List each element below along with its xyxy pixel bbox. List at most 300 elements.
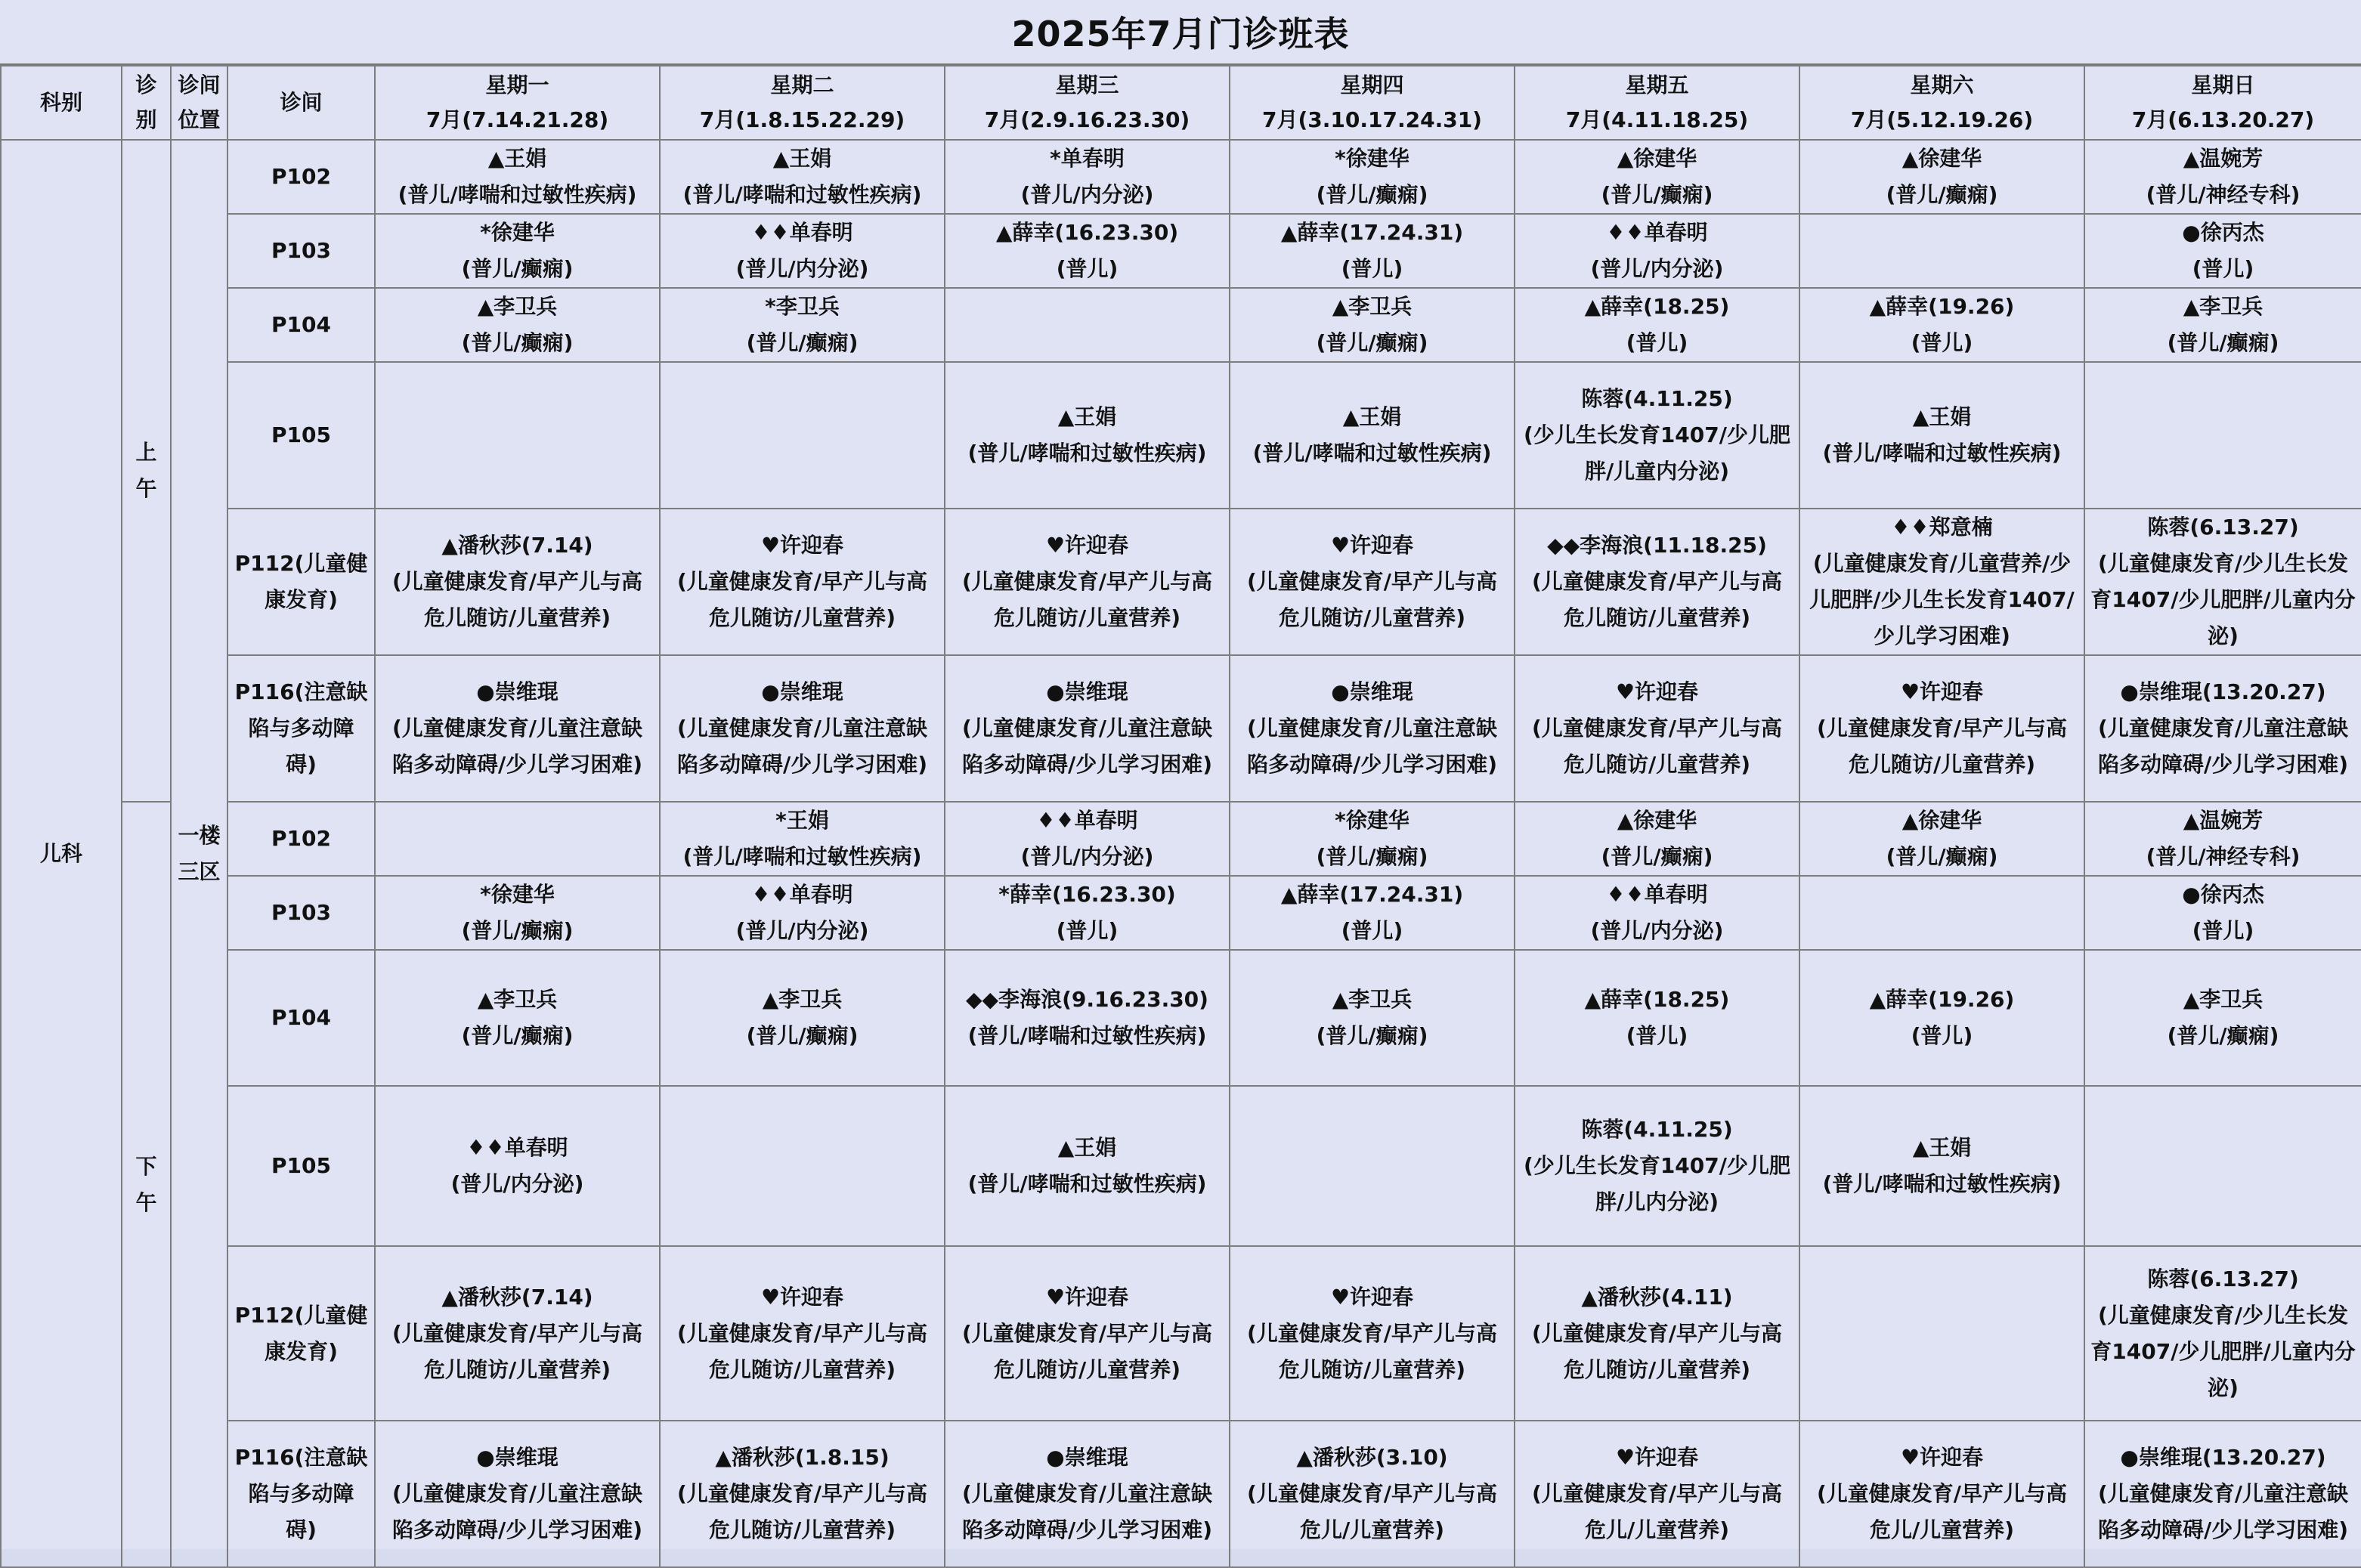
table-row bbox=[1, 288, 2361, 362]
specialty-text: (普儿/哮喘和过敏性疾病) bbox=[682, 182, 922, 207]
room-cell: P104 bbox=[227, 288, 375, 362]
schedule-cell bbox=[1230, 1246, 1515, 1421]
schedule-cell bbox=[945, 288, 1230, 362]
doctor-name: 陈蓉(4.11.25) bbox=[1581, 1117, 1733, 1142]
specialty-text: (儿童健康发育/早产儿与高 bbox=[961, 569, 1213, 594]
table-row bbox=[1, 362, 2361, 509]
doctor-name: 陈蓉(4.11.25) bbox=[1581, 386, 1733, 411]
day-name: 星期六 bbox=[1910, 73, 1974, 97]
schedule-cell bbox=[1515, 362, 1799, 509]
doctor-name: ▲潘秋莎(7.14) bbox=[441, 1284, 593, 1310]
specialty-text: 儿肥胖/少儿生长发育1407/ bbox=[1809, 587, 2075, 612]
specialty-text: (普儿) bbox=[1341, 256, 1403, 281]
doctor-name: ▲李卫兵 bbox=[2183, 294, 2264, 319]
schedule-cell bbox=[1799, 950, 2084, 1086]
specialty-text: 胖/儿内分泌) bbox=[1595, 1189, 1719, 1214]
specialty-text: (普儿/癫痫) bbox=[1886, 844, 1998, 869]
doctor-name: ▲潘秋莎(1.8.15) bbox=[715, 1445, 890, 1470]
doctor-name: ◆◆李海浪(11.18.25) bbox=[1547, 533, 1767, 558]
schedule-cell bbox=[375, 509, 660, 655]
doctor-name: ▲李卫兵 bbox=[1332, 294, 1413, 319]
specialty-text: 陷多动障碍/少儿学习困难) bbox=[1246, 752, 1498, 777]
room-cell bbox=[227, 509, 375, 655]
specialty-text: (儿童健康发育/早产儿与高 bbox=[391, 569, 643, 594]
doctor-name: ♦♦单春明 bbox=[1036, 808, 1138, 833]
specialty-text: (普儿/哮喘和过敏性疾病) bbox=[682, 844, 922, 869]
doctor-name: ▲王娟 bbox=[1912, 1135, 1972, 1160]
specialty-text: 陷多动障碍/少儿学习困难) bbox=[391, 752, 643, 777]
schedule-cell bbox=[1799, 509, 2084, 655]
specialty-text: (普儿/哮喘和过敏性疾病) bbox=[967, 441, 1207, 465]
specialty-text: 危儿随访/儿童营养) bbox=[708, 605, 896, 630]
specialty-text: (儿童健康发育/早产儿与高 bbox=[1816, 1481, 2068, 1506]
schedule-cell bbox=[1515, 214, 1799, 288]
day-dates: 7月(2.9.16.23.30) bbox=[984, 107, 1190, 132]
doctor-name: ▲徐建华 bbox=[1901, 808, 1982, 833]
schedule-cell bbox=[2084, 140, 2361, 214]
specialty-text: (儿童健康发育/少儿生长发 bbox=[2097, 551, 2349, 576]
header-row bbox=[1, 66, 2361, 140]
doctor-name: *薛幸(16.23.30) bbox=[998, 882, 1176, 907]
table-row bbox=[1, 140, 2361, 214]
doctor-name: ▲温婉芳 bbox=[2183, 808, 2264, 833]
specialty-text: (普儿) bbox=[1056, 256, 1119, 281]
label-line: 诊间 bbox=[178, 73, 221, 97]
specialty-text: (少儿生长发育1407/少儿肥 bbox=[1524, 1153, 1790, 1178]
schedule-cell bbox=[1515, 1086, 1799, 1246]
specialty-text: (儿童健康发育/早产儿与高 bbox=[391, 1320, 643, 1346]
specialty-text: (儿童健康发育/早产儿与高 bbox=[1531, 569, 1783, 594]
schedule-cell bbox=[1799, 655, 2084, 802]
schedule-cell bbox=[2084, 1421, 2361, 1567]
specialty-text: 泌) bbox=[2208, 623, 2239, 648]
schedule-cell bbox=[1799, 1421, 2084, 1567]
specialty-text: (普儿/癫痫) bbox=[461, 256, 574, 281]
doctor-name: ▲潘秋莎(7.14) bbox=[441, 533, 593, 558]
specialty-text: 危儿随访/儿童营养) bbox=[993, 1356, 1181, 1382]
specialty-text: (普儿/癫痫) bbox=[1886, 182, 1998, 207]
day-name: 星期三 bbox=[1055, 73, 1119, 97]
room-cell: P105 bbox=[227, 1086, 375, 1246]
specialty-text: (儿童健康发育/儿童营养/少 bbox=[1812, 551, 2072, 576]
doctor-name: ●徐丙杰 bbox=[2182, 882, 2264, 907]
room-cell: P102 bbox=[227, 140, 375, 214]
header-day-4 bbox=[1230, 66, 1515, 140]
schedule-cell bbox=[2084, 876, 2361, 950]
schedule-cell bbox=[1799, 876, 2084, 950]
doctor-name: ▲薛幸(17.24.31) bbox=[1280, 220, 1464, 245]
label-line: 康发育) bbox=[265, 587, 338, 612]
room-cell: P102 bbox=[227, 802, 375, 876]
schedule-cell bbox=[945, 509, 1230, 655]
schedule-cell bbox=[1515, 950, 1799, 1086]
schedule-table bbox=[0, 65, 2361, 1568]
day-dates: 7月(5.12.19.26) bbox=[1850, 107, 2034, 132]
schedule-cell bbox=[1799, 140, 2084, 214]
doctor-name: ♥许迎春 bbox=[760, 533, 844, 558]
schedule-cell bbox=[945, 140, 1230, 214]
doctor-name: ♦♦单春明 bbox=[751, 220, 853, 245]
schedule-cell bbox=[1230, 655, 1515, 802]
schedule-cell bbox=[1515, 140, 1799, 214]
schedule-cell bbox=[375, 362, 660, 509]
day-dates: 7月(3.10.17.24.31) bbox=[1262, 107, 1482, 132]
header-day-7 bbox=[2084, 66, 2361, 140]
label-line: 陷与多动障 bbox=[248, 716, 354, 741]
specialty-text: (儿童健康发育/早产儿与高 bbox=[676, 1320, 928, 1346]
specialty-text: 危儿随访/儿童营养) bbox=[708, 1517, 896, 1542]
label-line: 位置 bbox=[178, 107, 221, 132]
specialty-text: 危儿随访/儿童营养) bbox=[1278, 1356, 1466, 1382]
specialty-text: 危儿/儿童营养) bbox=[1869, 1517, 2015, 1542]
doctor-name: ♥许迎春 bbox=[1330, 1284, 1414, 1310]
schedule-cell bbox=[660, 140, 945, 214]
specialty-text: (普儿/癫痫) bbox=[1316, 330, 1428, 355]
label-line: 康发育) bbox=[265, 1338, 338, 1364]
specialty-text: (普儿/哮喘和过敏性疾病) bbox=[398, 182, 637, 207]
doctor-name: ▲徐建华 bbox=[1617, 146, 1697, 171]
schedule-cell bbox=[1515, 1421, 1799, 1567]
room-cell bbox=[227, 1421, 375, 1567]
specialty-text: (儿童健康发育/儿童注意缺 bbox=[676, 716, 928, 741]
specialty-text: (普儿) bbox=[1626, 1023, 1688, 1048]
day-dates: 7月(1.8.15.22.29) bbox=[699, 107, 905, 132]
header-day-1 bbox=[375, 66, 660, 140]
doctor-name: ●崇维琨 bbox=[1046, 1445, 1128, 1470]
schedule-cell bbox=[2084, 214, 2361, 288]
specialty-text: (儿童健康发育/早产儿与高 bbox=[1531, 1481, 1783, 1506]
header-location bbox=[171, 66, 227, 140]
specialty-text: (儿童健康发育/儿童注意缺 bbox=[961, 1481, 1213, 1506]
schedule-cell bbox=[660, 1421, 945, 1567]
specialty-text: (儿童健康发育/早产儿与高 bbox=[1246, 1320, 1498, 1346]
specialty-text: 危儿/儿童营养) bbox=[1299, 1517, 1445, 1542]
specialty-text: (普儿) bbox=[1341, 918, 1403, 943]
day-name: 星期一 bbox=[485, 73, 549, 97]
header-day-5 bbox=[1515, 66, 1799, 140]
doctor-name: *徐建华 bbox=[480, 882, 555, 907]
doctor-name: ▲薛幸(19.26) bbox=[1869, 987, 2015, 1012]
schedule-cell bbox=[2084, 288, 2361, 362]
schedule-cell bbox=[660, 1246, 945, 1421]
specialty-text: 危儿随访/儿童营养) bbox=[1563, 752, 1751, 777]
specialty-text: 陷多动障碍/少儿学习困难) bbox=[961, 1517, 1213, 1542]
label-line: P116(注意缺 bbox=[234, 679, 368, 704]
specialty-text: 陷多动障碍/少儿学习困难) bbox=[676, 752, 928, 777]
doctor-name: *徐建华 bbox=[480, 220, 555, 245]
schedule-cell bbox=[660, 214, 945, 288]
schedule-cell bbox=[1230, 802, 1515, 876]
schedule-cell bbox=[945, 876, 1230, 950]
schedule-cell bbox=[1515, 876, 1799, 950]
specialty-text: (普儿/癫痫) bbox=[746, 330, 859, 355]
doctor-name: *李卫兵 bbox=[765, 294, 840, 319]
specialty-text: 危儿随访/儿童营养) bbox=[1848, 752, 2036, 777]
specialty-text: 育1407/少儿肥胖/儿童内分 bbox=[2090, 587, 2356, 612]
schedule-cell bbox=[660, 509, 945, 655]
specialty-text: (儿童健康发育/儿童注意缺 bbox=[391, 716, 643, 741]
day-name: 星期日 bbox=[2191, 73, 2255, 97]
specialty-text: (儿童健康发育/早产儿与高 bbox=[1246, 569, 1498, 594]
room-cell: P103 bbox=[227, 214, 375, 288]
label-line: 碍) bbox=[286, 752, 317, 777]
specialty-text: (普儿) bbox=[1056, 918, 1119, 943]
schedule-cell bbox=[375, 1246, 660, 1421]
specialty-text: 陷多动障碍/少儿学习困难) bbox=[2097, 752, 2349, 777]
schedule-cell bbox=[660, 655, 945, 802]
header-day-2 bbox=[660, 66, 945, 140]
specialty-text: (普儿/哮喘和过敏性疾病) bbox=[1252, 441, 1492, 465]
schedule-cell bbox=[1799, 288, 2084, 362]
doctor-name: ▲王娟 bbox=[1912, 404, 1972, 429]
label-line: P116(注意缺 bbox=[234, 1445, 368, 1470]
doctor-name: ▲薛幸(18.25) bbox=[1584, 294, 1730, 319]
specialty-text: (普儿/癫痫) bbox=[2167, 330, 2279, 355]
table-row bbox=[1, 655, 2361, 802]
specialty-text: (普儿/癫痫) bbox=[1601, 182, 1713, 207]
schedule-cell bbox=[660, 362, 945, 509]
doctor-name: ♦♦单春明 bbox=[466, 1135, 568, 1160]
schedule-cell bbox=[945, 1246, 1230, 1421]
doctor-name: ▲薛幸(18.25) bbox=[1584, 987, 1730, 1012]
doctor-name: ▲徐建华 bbox=[1617, 808, 1697, 833]
schedule-cell bbox=[660, 802, 945, 876]
table-row bbox=[1, 1421, 2361, 1567]
doctor-name: ♥许迎春 bbox=[1900, 1445, 1984, 1470]
table-row bbox=[1, 214, 2361, 288]
session-cell bbox=[122, 140, 171, 802]
specialty-text: (普儿/内分泌) bbox=[450, 1171, 584, 1196]
schedule-cell bbox=[1799, 362, 2084, 509]
schedule-cell bbox=[1230, 1421, 1515, 1567]
specialty-text: (普儿/哮喘和过敏性疾病) bbox=[1822, 1171, 2062, 1196]
label-line: 陷与多动障 bbox=[248, 1481, 354, 1506]
specialty-text: 危儿随访/儿童营养) bbox=[1563, 605, 1751, 630]
doctor-name: ▲薛幸(16.23.30) bbox=[995, 220, 1179, 245]
doctor-name: ♦♦单春明 bbox=[1606, 882, 1708, 907]
schedule-cell bbox=[1515, 288, 1799, 362]
doctor-name: ●崇维琨 bbox=[1046, 679, 1128, 704]
doctor-name: ♦♦单春明 bbox=[751, 882, 853, 907]
schedule-cell bbox=[1799, 1246, 2084, 1421]
schedule-cell bbox=[945, 655, 1230, 802]
specialty-text: 陷多动障碍/少儿学习困难) bbox=[2097, 1517, 2349, 1542]
schedule-cell bbox=[1230, 362, 1515, 509]
specialty-text: (儿童健康发育/儿童注意缺 bbox=[1246, 716, 1498, 741]
specialty-text: 危儿随访/儿童营养) bbox=[708, 1356, 896, 1382]
day-name: 星期二 bbox=[770, 73, 834, 97]
schedule-cell bbox=[375, 140, 660, 214]
specialty-text: (普儿/内分泌) bbox=[1590, 256, 1724, 281]
specialty-text: (普儿/神经专科) bbox=[2146, 182, 2301, 207]
doctor-name: ▲温婉芳 bbox=[2183, 146, 2264, 171]
specialty-text: 危儿随访/儿童营养) bbox=[1563, 1356, 1751, 1382]
label-line: 下 bbox=[135, 1153, 157, 1179]
schedule-cell bbox=[375, 876, 660, 950]
room-cell bbox=[227, 655, 375, 802]
doctor-name: *徐建华 bbox=[1335, 146, 1409, 171]
label-line: 一楼 bbox=[178, 822, 221, 848]
header-session bbox=[122, 66, 171, 140]
schedule-cell bbox=[1515, 1246, 1799, 1421]
doctor-name: ●崇维琨 bbox=[476, 679, 559, 704]
doctor-name: ♥许迎春 bbox=[1900, 679, 1984, 704]
schedule-cell bbox=[2084, 509, 2361, 655]
doctor-name: *王娟 bbox=[775, 808, 829, 833]
schedule-cell bbox=[660, 876, 945, 950]
header-day-6 bbox=[1799, 66, 2084, 140]
specialty-text: (普儿) bbox=[2192, 918, 2254, 943]
header-room: 诊间 bbox=[227, 66, 375, 140]
schedule-cell bbox=[375, 1421, 660, 1567]
schedule-cell bbox=[1799, 1086, 2084, 1246]
schedule-cell bbox=[375, 1086, 660, 1246]
schedule-cell bbox=[660, 1086, 945, 1246]
specialty-text: (普儿/哮喘和过敏性疾病) bbox=[967, 1023, 1207, 1048]
doctor-name: *徐建华 bbox=[1335, 808, 1409, 833]
doctor-name: ▲李卫兵 bbox=[1332, 987, 1413, 1012]
specialty-text: (普儿/癫痫) bbox=[1316, 1023, 1428, 1048]
specialty-text: (普儿/内分泌) bbox=[1020, 844, 1154, 869]
doctor-name: ●崇维琨 bbox=[761, 679, 843, 704]
specialty-text: (儿童健康发育/早产儿与高 bbox=[961, 1320, 1213, 1346]
doctor-name: ▲王娟 bbox=[772, 146, 832, 171]
specialty-text: (儿童健康发育/早产儿与高 bbox=[1816, 716, 2068, 741]
location-cell bbox=[171, 140, 227, 1567]
schedule-cell bbox=[1799, 214, 2084, 288]
schedule-cell bbox=[1799, 802, 2084, 876]
day-name: 星期四 bbox=[1340, 73, 1404, 97]
doctor-name: ♥许迎春 bbox=[1615, 1445, 1699, 1470]
room-cell: P104 bbox=[227, 950, 375, 1086]
specialty-text: 育1407/少儿肥胖/儿童内分 bbox=[2090, 1338, 2356, 1364]
table-row bbox=[1, 509, 2361, 655]
doctor-name: ♥许迎春 bbox=[1045, 533, 1129, 558]
doctor-name: 陈蓉(6.13.27) bbox=[2147, 1266, 2299, 1291]
doctor-name: ▲潘秋莎(4.11) bbox=[1581, 1284, 1733, 1310]
specialty-text: (普儿) bbox=[2192, 256, 2254, 281]
specialty-text: (普儿/癫痫) bbox=[1316, 844, 1428, 869]
specialty-text: 少儿学习困难) bbox=[1874, 623, 2010, 648]
doctor-name: ●崇维琨(13.20.27) bbox=[2120, 679, 2326, 704]
room-cell bbox=[227, 1246, 375, 1421]
specialty-text: (儿童健康发育/早产儿与高 bbox=[1246, 1481, 1498, 1506]
schedule-cell bbox=[2084, 802, 2361, 876]
specialty-text: (普儿/癫痫) bbox=[461, 918, 574, 943]
schedule-cell bbox=[945, 950, 1230, 1086]
specialty-text: (普儿/内分泌) bbox=[735, 918, 869, 943]
doctor-name: ▲王娟 bbox=[1342, 404, 1402, 429]
doctor-name: ♦♦郑意楠 bbox=[1891, 515, 1993, 540]
specialty-text: (普儿/神经专科) bbox=[2146, 844, 2301, 869]
specialty-text: 胖/儿童内分泌) bbox=[1584, 459, 1730, 484]
doctor-name: ▲徐建华 bbox=[1901, 146, 1982, 171]
schedule-cell bbox=[375, 802, 660, 876]
schedule-cell bbox=[660, 288, 945, 362]
label-line: P112(儿童健 bbox=[234, 1302, 368, 1328]
header-dept: 科别 bbox=[1, 66, 122, 140]
table-row bbox=[1, 950, 2361, 1086]
specialty-text: (普儿/哮喘和过敏性疾病) bbox=[967, 1171, 1207, 1196]
table-row bbox=[1, 802, 2361, 876]
doctor-name: ▲王娟 bbox=[487, 146, 547, 171]
specialty-text: (儿童健康发育/早产儿与高 bbox=[1531, 716, 1783, 741]
day-name: 星期五 bbox=[1625, 73, 1689, 97]
specialty-text: 危儿随访/儿童营养) bbox=[993, 605, 1181, 630]
specialty-text: (儿童健康发育/儿童注意缺 bbox=[2097, 716, 2349, 741]
label-line: 午 bbox=[135, 476, 157, 501]
schedule-cell bbox=[2084, 655, 2361, 802]
doctor-name: ▲李卫兵 bbox=[477, 987, 558, 1012]
label-line: 别 bbox=[135, 107, 157, 132]
table-row bbox=[1, 1246, 2361, 1421]
schedule-cell bbox=[1515, 509, 1799, 655]
table-row bbox=[1, 1086, 2361, 1246]
schedule-cell bbox=[660, 950, 945, 1086]
schedule-cell bbox=[2084, 1086, 2361, 1246]
specialty-text: (儿童健康发育/儿童注意缺 bbox=[2097, 1481, 2349, 1506]
schedule-cell bbox=[1230, 140, 1515, 214]
schedule-cell bbox=[375, 214, 660, 288]
specialty-text: (普儿/癫痫) bbox=[461, 1023, 574, 1048]
schedule-cell bbox=[945, 1086, 1230, 1246]
specialty-text: (儿童健康发育/早产儿与高 bbox=[676, 1481, 928, 1506]
doctor-name: ▲李卫兵 bbox=[477, 294, 558, 319]
schedule-cell bbox=[945, 214, 1230, 288]
doctor-name: ▲薛幸(17.24.31) bbox=[1280, 882, 1464, 907]
doctor-name: ♥许迎春 bbox=[760, 1284, 844, 1310]
schedule-cell bbox=[375, 655, 660, 802]
schedule-cell bbox=[1230, 1086, 1515, 1246]
specialty-text: 泌) bbox=[2208, 1375, 2239, 1400]
specialty-text: 陷多动障碍/少儿学习困难) bbox=[961, 752, 1213, 777]
specialty-text: (儿童健康发育/儿童注意缺 bbox=[391, 1481, 643, 1506]
doctor-name: ♥许迎春 bbox=[1330, 533, 1414, 558]
doctor-name: ▲李卫兵 bbox=[2183, 987, 2264, 1012]
specialty-text: (儿童健康发育/早产儿与高 bbox=[676, 569, 928, 594]
specialty-text: 危儿/儿童营养) bbox=[1584, 1517, 1730, 1542]
schedule-cell bbox=[1515, 655, 1799, 802]
specialty-text: 陷多动障碍/少儿学习困难) bbox=[391, 1517, 643, 1542]
doctor-name: ▲潘秋莎(3.10) bbox=[1296, 1445, 1448, 1470]
label-line: P112(儿童健 bbox=[234, 551, 368, 576]
specialty-text: (儿童健康发育/儿童注意缺 bbox=[961, 716, 1213, 741]
label-line: 午 bbox=[135, 1189, 157, 1215]
doctor-name: ▲薛幸(19.26) bbox=[1869, 294, 2015, 319]
schedule-cell bbox=[1230, 288, 1515, 362]
label-line: 三区 bbox=[178, 858, 221, 884]
specialty-text: (普儿/癫痫) bbox=[746, 1023, 859, 1048]
specialty-text: (普儿/内分泌) bbox=[1020, 182, 1154, 207]
room-cell: P103 bbox=[227, 876, 375, 950]
doctor-name: ♦♦单春明 bbox=[1606, 220, 1708, 245]
specialty-text: (普儿) bbox=[1911, 1023, 1973, 1048]
specialty-text: 危儿随访/儿童营养) bbox=[423, 1356, 611, 1382]
schedule-cell bbox=[945, 802, 1230, 876]
specialty-text: 危儿随访/儿童营养) bbox=[423, 605, 611, 630]
specialty-text: (普儿/哮喘和过敏性疾病) bbox=[1822, 441, 2062, 465]
schedule-cell bbox=[1515, 802, 1799, 876]
schedule-cell bbox=[1230, 876, 1515, 950]
schedule-cell bbox=[2084, 950, 2361, 1086]
specialty-text: (普儿) bbox=[1911, 330, 1973, 355]
schedule-cell bbox=[1230, 214, 1515, 288]
label-line: 碍) bbox=[286, 1517, 317, 1542]
dept-cell: 儿科 bbox=[1, 140, 122, 1567]
doctor-name: ▲王娟 bbox=[1057, 404, 1117, 429]
schedule-cell bbox=[375, 288, 660, 362]
specialty-text: (普儿/癫痫) bbox=[461, 330, 574, 355]
